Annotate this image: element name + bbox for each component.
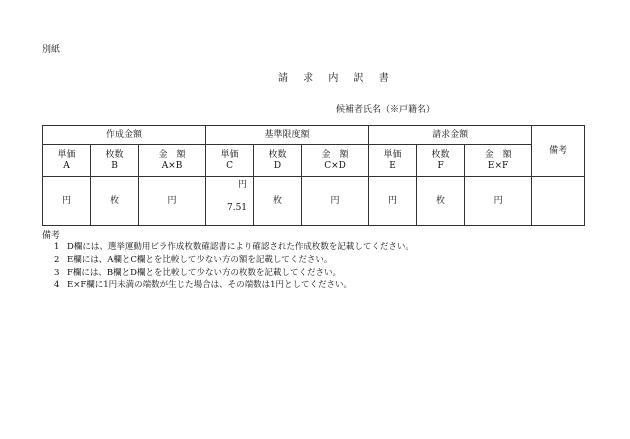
cell-remarks (532, 177, 585, 226)
column-header-amount-axb: 金 額 A×B (139, 145, 206, 177)
group-header-standard-limit: 基準限度額 (206, 126, 369, 145)
candidate-name-label: 候補者氏名（※戸籍名） (336, 105, 436, 115)
note-item: 4 E×F欄に1円未満の端数が生じた場合は、その端数は1円としてください。 (54, 280, 353, 290)
cell-amount-axb: 円 (139, 177, 206, 226)
cell-unit-price-a: 円 (43, 177, 91, 226)
column-header-amount-exf: 金 額 E×F (465, 145, 532, 177)
cell-count-d: 枚 (254, 177, 302, 226)
note-item: 3 F欄には、B欄とD欄とを比較して少ない方の枚数を記載してください。 (54, 268, 341, 278)
unit-label: 円 (238, 180, 248, 190)
cell-count-b: 枚 (91, 177, 139, 226)
cell-unit-price-c (206, 177, 254, 226)
column-header-count-f: 枚数 F (417, 145, 465, 177)
document-title: 請 求 内 訳 書 (278, 73, 395, 84)
group-header-remarks: 備考 (532, 126, 585, 177)
cell-amount-exf: 円 (465, 177, 532, 226)
column-header-unit-price-a: 単価 A (43, 145, 91, 177)
cell-unit-price-e: 円 (369, 177, 417, 226)
column-header-count-d: 枚数 D (254, 145, 302, 177)
column-header-count-b: 枚数 B (91, 145, 139, 177)
column-header-amount-cxd: 金 額 C×D (302, 145, 369, 177)
column-header-unit-price-e: 単価 E (369, 145, 417, 177)
group-header-creation-amount: 作成金額 (43, 126, 206, 145)
note-item: 2 E欄には、A欄とC欄とを比較して少ない方の額を記載してください。 (54, 255, 333, 265)
invoice-breakdown-table (42, 125, 585, 226)
cell-amount-cxd: 円 (302, 177, 369, 226)
attachment-label: 別紙 (42, 45, 61, 55)
unit-price-c-value: 7.51 (226, 203, 248, 213)
group-header-claim-amount: 請求金額 (369, 126, 532, 145)
notes-heading: 備考 (42, 231, 61, 241)
note-item: 1 D欄には、選挙運動用ビラ作成枚数確認書により確認された作成枚数を記載してください。 (54, 242, 414, 252)
column-header-unit-price-c: 単価 C (206, 145, 254, 177)
cell-count-f: 枚 (417, 177, 465, 226)
